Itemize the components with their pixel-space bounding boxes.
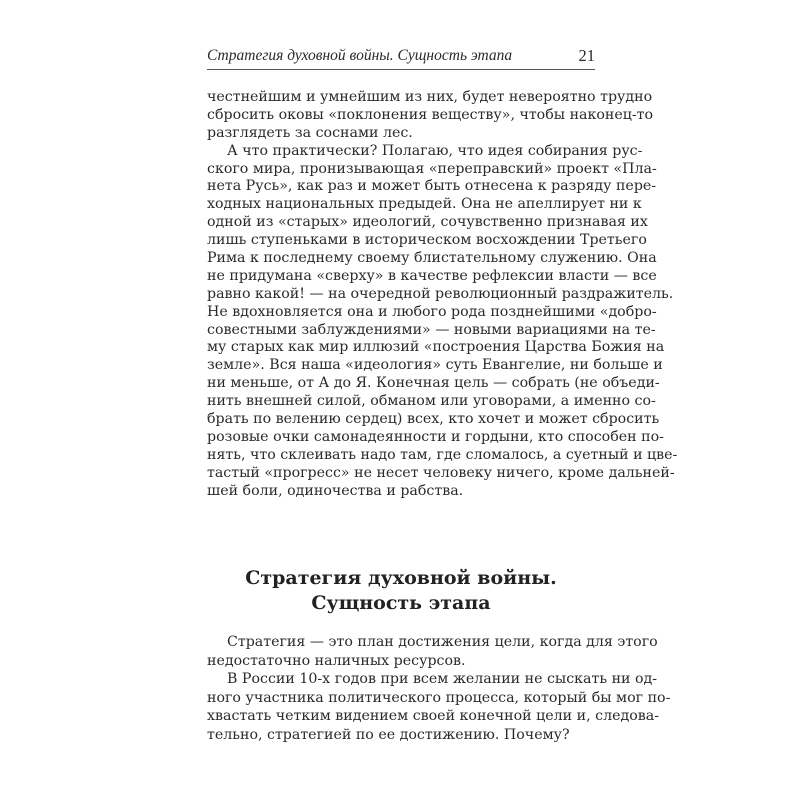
text-line: ходных национальных предыдей. Она не апеллирует ни к <box>207 196 642 213</box>
text-line: нета Русь», как раз и может быть отнесена к разряду пере- <box>207 178 657 195</box>
text-line: разглядеть за соснами лес. <box>207 124 413 141</box>
text-line: розовые очки самонадеянности и гордыни, кто способен по- <box>207 428 664 445</box>
body-text <box>207 89 678 500</box>
text-line: брать по велению сердец) всех, кто хочет и может сбросить <box>207 411 660 428</box>
text-line: А что практически? Полагаю, что идея собирания рус- <box>227 142 643 159</box>
text-line: сбросить оковы «поклонения веществу», чтобы наконец-то <box>207 106 654 123</box>
text-line: недостаточно наличных ресурсов. <box>207 652 466 669</box>
text-line: тастый «прогресс» не несет человеку ничего, кроме дальней- <box>207 464 675 481</box>
text-line: тельно, стратегией по ее достижению. Почему? <box>207 726 570 743</box>
text-line: хвастать четким видением своей конечной цели и, следова- <box>207 708 659 724</box>
running-head-title: Стратегия духовной войны. Сущность этапа <box>207 47 513 64</box>
text-line: совестными заблуждениями» — новыми вариациями на те- <box>207 321 656 338</box>
text-line: равно какой! — на очередной революционный раздражитель. <box>207 285 674 302</box>
running-head <box>207 47 595 70</box>
text-line: честнейшим и умнейшим из них, будет невероятно трудно <box>207 89 653 105</box>
text-line: му старых как мир иллюзий «построения Царства Божия на <box>207 339 665 356</box>
section-heading-line: Сущность этапа <box>311 592 491 614</box>
section-heading <box>207 566 595 616</box>
text-line: не придумана «сверху» в качестве рефлексии власти — все <box>207 267 657 284</box>
text-line: лишь ступеньками в историческом восхождении Третьего <box>207 232 647 249</box>
text-line: ни меньше, от А до Я. Конечная цель — собрать (не объеди- <box>207 375 660 392</box>
text-line: ского мира, пронизывающая «переправский» проект «Пла- <box>207 160 657 177</box>
text-line: нять, что склеивать надо там, где сломалось, а суетный и цве- <box>207 446 678 463</box>
text-line: шей боли, одиночества и рабства. <box>207 482 464 499</box>
text-line: Стратегия — это план достижения цели, когда для этого <box>227 634 658 650</box>
text-line: Рима к последнему своему блистательному служению. Она <box>207 250 657 267</box>
text-line: нить внешней силой, обманом или уговорами, а именно со- <box>207 393 656 410</box>
text-line: В России 10-х годов при всем желании не сыскать ни од- <box>227 671 658 687</box>
section-text <box>207 633 671 744</box>
text-line: земле». Вся наша «идеология» суть Евангелие, ни больше и <box>207 357 663 374</box>
section-heading-line: Стратегия духовной войны. <box>245 567 557 589</box>
text-line: одной из «старых» идеологий, сочувственно признавая их <box>207 214 648 231</box>
page-number: 21 <box>578 46 595 65</box>
text-line: Не вдохновляется она и любого рода позднейшими «добро- <box>207 303 657 320</box>
text-line: ного участника политического процесса, который бы мог по- <box>207 689 671 706</box>
